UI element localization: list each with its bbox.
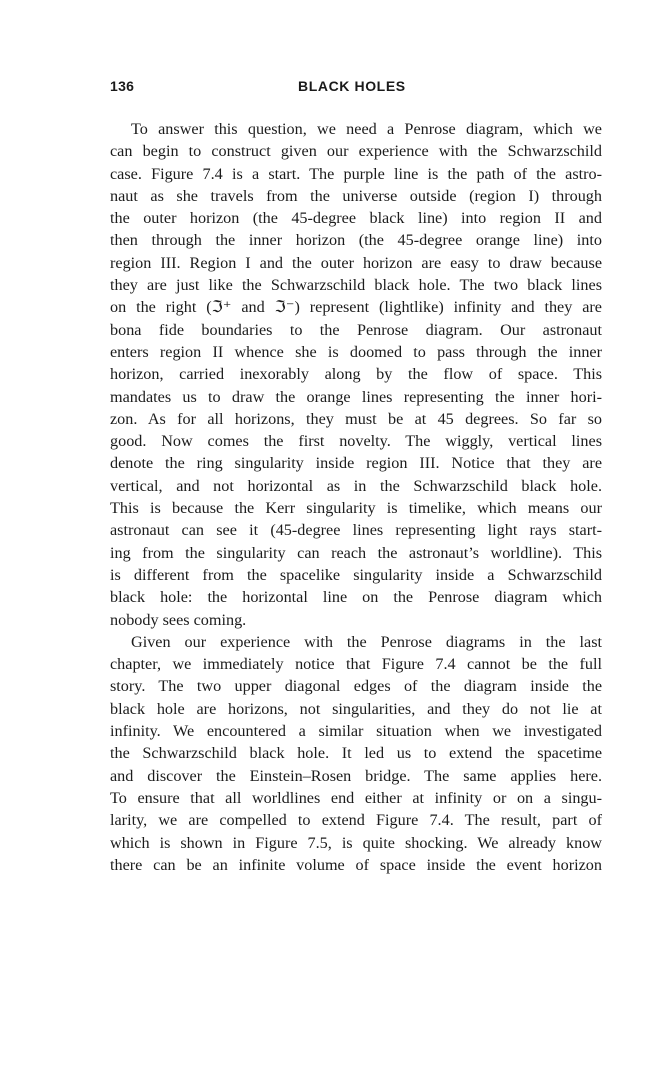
text-line: larity, we are compelled to extend Figure 7.4. The result, part of <box>110 811 602 830</box>
page-number: 136 <box>110 78 135 94</box>
text-line: the outer horizon (the 45-degree black line) into region II and <box>110 209 602 228</box>
text-line: case. Figure 7.4 is a start. The purple line is the path of the astro- <box>110 164 602 183</box>
text-line: on the right (ℑ⁺ and ℑ⁻) represent (lightlike) infinity and they are <box>110 298 602 317</box>
running-title: BLACK HOLES <box>298 78 406 94</box>
body-text <box>110 118 602 876</box>
text-line: zon. As for all horizons, they must be at 45 degrees. So far so <box>110 409 602 428</box>
text-line: To ensure that all worldlines end either at infinity or on a singu- <box>110 788 602 807</box>
text-line: astronaut can see it (45-degree lines representing light rays start- <box>110 521 602 540</box>
text-line: nobody sees coming. <box>110 610 247 629</box>
text-line: enters region II whence she is doomed to pass through the inner <box>110 342 602 361</box>
text-line: story. The two upper diagonal edges of the diagram inside the <box>110 677 602 696</box>
text-line: Given our experience with the Penrose diagrams in the last <box>131 632 602 651</box>
text-line: then through the inner horizon (the 45-degree orange line) into <box>110 231 602 250</box>
text-line: vertical, and not horizontal as in the Schwarzschild black hole. <box>110 476 602 495</box>
text-line: which is shown in Figure 7.5, is quite shocking. We already know <box>110 833 602 852</box>
text-line: infinity. We encountered a similar situation when we investigated <box>110 722 602 741</box>
text-line: This is because the Kerr singularity is timelike, which means our <box>110 499 602 518</box>
running-head <box>110 78 602 98</box>
text-line: they are just like the Schwarzschild black hole. The two black lines <box>110 276 602 295</box>
text-line: black hole: the horizontal line on the Penrose diagram which <box>110 588 602 607</box>
text-line: can begin to construct given our experience with the Schwarzschild <box>110 142 602 161</box>
text-line: mandates us to draw the orange lines representing the inner hori- <box>110 387 602 406</box>
text-line: horizon, carried inexorably along by the flow of space. This <box>110 365 602 384</box>
text-line: bona fide boundaries to the Penrose diagram. Our astronaut <box>110 320 602 339</box>
text-line: is different from the spacelike singularity inside a Schwarzschild <box>110 565 602 584</box>
text-line: the Schwarzschild black hole. It led us to extend the spacetime <box>110 744 602 763</box>
text-line: good. Now comes the first novelty. The wiggly, vertical lines <box>110 432 602 451</box>
text-line: chapter, we immediately notice that Figure 7.4 cannot be the full <box>110 655 602 674</box>
paragraph-2 <box>110 631 602 876</box>
text-line: naut as she travels from the universe outside (region I) through <box>110 186 602 205</box>
text-line: there can be an infinite volume of space inside the event horizon <box>110 855 602 874</box>
text-line: denote the ring singularity inside region III. Notice that they are <box>110 454 602 473</box>
paragraph-1 <box>110 118 602 631</box>
text-line: ing from the singularity can reach the astronaut’s worldline). This <box>110 543 602 562</box>
text-line: region III. Region I and the outer horizon are easy to draw because <box>110 253 602 272</box>
text-line: black hole are horizons, not singularities, and they do not lie at <box>110 699 602 718</box>
text-line: To answer this question, we need a Penrose diagram, which we <box>131 120 602 138</box>
text-line: and discover the Einstein–Rosen bridge. The same applies here. <box>110 766 602 785</box>
